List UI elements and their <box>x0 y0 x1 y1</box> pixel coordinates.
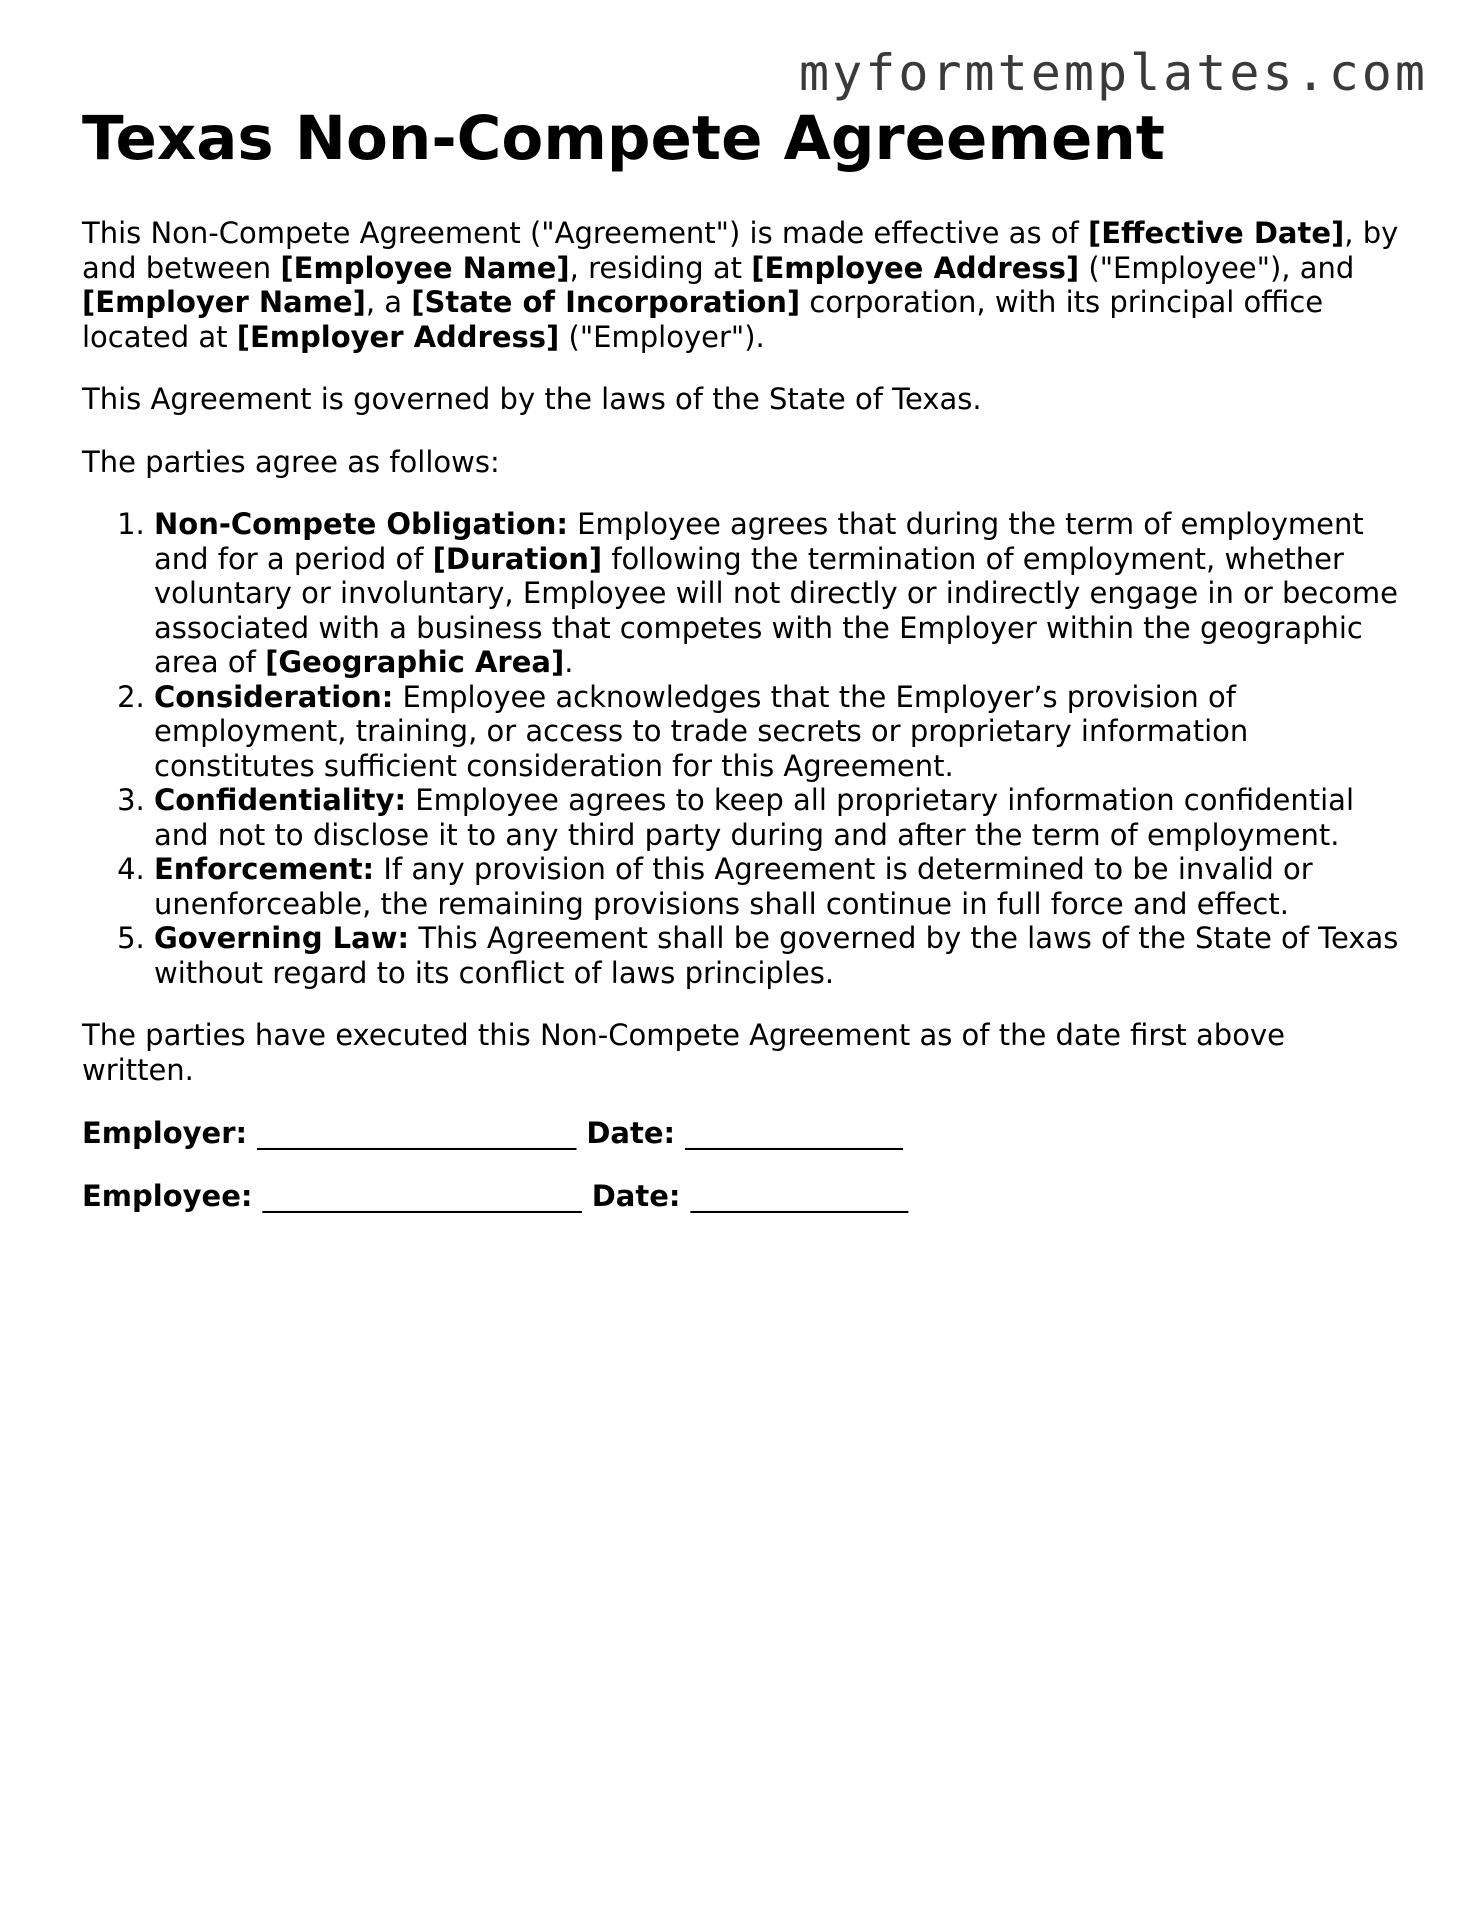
employer-date-field[interactable]: _______________ <box>685 1116 903 1150</box>
clause-consideration <box>154 680 1402 784</box>
employee-signature-field[interactable]: ______________________ <box>262 1179 582 1213</box>
clause-text: If any provision of this Agreement is determined to be invalid or unenforceable, the remaining provisions shall continue in full force and effect. <box>154 852 1313 921</box>
duration-placeholder: [Duration] <box>432 541 603 576</box>
clause-confidentiality <box>154 783 1402 852</box>
employee-name-placeholder: [Employee Name] <box>280 250 570 285</box>
intro-text-5: , a <box>365 285 412 319</box>
clause-text: This Agreement shall be governed by the laws of the State of Texas without regard to its conflict of laws principles. <box>154 921 1399 990</box>
employee-date-field[interactable]: _______________ <box>690 1179 909 1213</box>
document-title: Texas Non-Compete Agreement <box>82 103 1165 174</box>
employee-address-placeholder: [Employee Address] <box>751 250 1080 285</box>
intro-paragraph <box>82 216 1402 354</box>
clause-text: Employee agrees to keep all proprietary information confidential and not to disclose it to any third party during and after the term of employment. <box>154 783 1355 852</box>
clause-non-compete <box>154 507 1402 680</box>
employee-date-label: Date: <box>591 1179 681 1213</box>
execution-statement: The parties have executed this Non-Compete Agreement as of the date first above written. <box>82 1018 1285 1087</box>
clause-heading: Consideration: <box>154 679 394 714</box>
geographic-area-placeholder: [Geographic Area] <box>265 645 565 679</box>
intro-text-6: corporation, with its principal office located at <box>82 285 1324 354</box>
employer-date-label: Date: <box>586 1116 676 1150</box>
intro-text-7: ("Employer"). <box>559 319 765 354</box>
employer-address-placeholder: [Employer Address] <box>236 319 560 354</box>
clause-text: following the termination of employment, whether voluntary or involuntary, Employee will not directly or indirectly engage in or become associated with a business that competes with the Employer within the geographic area of <box>154 541 1398 679</box>
clause-text: . <box>564 645 574 679</box>
employer-signature-field[interactable]: ______________________ <box>257 1116 577 1150</box>
intro-text-4: ("Employee"), and <box>1079 250 1355 285</box>
clause-list <box>82 507 1402 990</box>
clause-heading: Enforcement: <box>154 852 375 886</box>
employee-signature-label: Employee: <box>82 1179 253 1213</box>
clause-enforcement <box>154 852 1402 921</box>
clause-governing-law <box>154 921 1402 990</box>
agree-statement: The parties agree as follows: <box>82 444 500 479</box>
intro-text-1: This Non-Compete Agreement ("Agreement") is made effective as of <box>82 216 1088 250</box>
state-of-incorporation-placeholder: [State of Incorporation] <box>411 285 801 319</box>
employer-signature-row <box>82 1115 1402 1151</box>
intro-text-2: , by and between <box>82 216 1399 285</box>
governed-statement: This Agreement is governed by the laws of the State of Texas. <box>82 382 982 416</box>
clause-text: Employee acknowledges that the Employer’s provision of employment, training, or access to trade secrets or proprietary information constitutes sufficient consideration for this Agreement. <box>154 679 1249 783</box>
document-body <box>82 104 1402 1241</box>
intro-text-3: , residing at <box>569 250 752 285</box>
clause-heading: Non-Compete Obligation: <box>154 507 568 541</box>
employer-signature-label: Employer: <box>82 1116 248 1150</box>
effective-date-placeholder: [Effective Date] <box>1087 216 1345 250</box>
site-watermark: myformtemplates.com <box>799 44 1428 102</box>
clause-text: Employee agrees that during the term of employment and for a period of <box>154 507 1364 576</box>
employer-name-placeholder: [Employer Name] <box>82 285 366 319</box>
employee-signature-row <box>82 1178 1402 1214</box>
clause-heading: Confidentiality: <box>154 783 407 817</box>
clause-heading: Governing Law: <box>154 921 410 955</box>
